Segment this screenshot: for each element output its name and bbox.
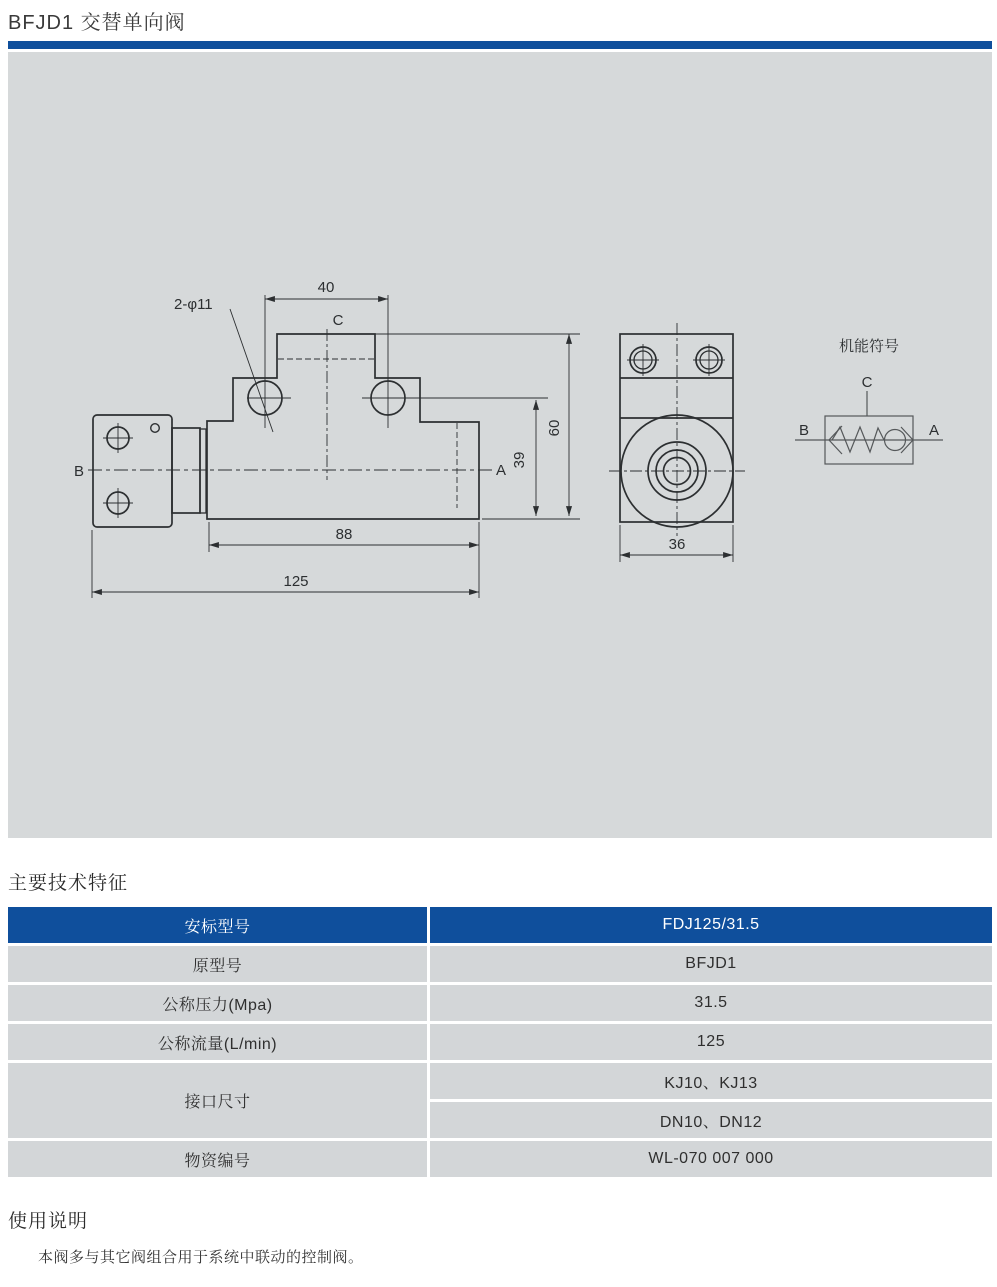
valve-drawing <box>8 52 992 838</box>
symbol-port-c: C <box>861 374 873 391</box>
side-view <box>620 334 733 527</box>
function-symbol-labels <box>799 338 939 439</box>
spec-port-value: DN10、DN12 <box>430 1102 992 1138</box>
spec-row-label: 公称流量(L/min) <box>8 1024 427 1060</box>
specs-heading: 主要技术特征 <box>8 873 129 894</box>
spec-header-label: 安标型号 <box>8 907 427 943</box>
specs-table <box>8 907 992 1177</box>
front-view-labels <box>74 279 563 590</box>
spec-row-label: 原型号 <box>8 946 427 982</box>
flange-outline <box>93 415 172 527</box>
function-symbol <box>795 391 943 464</box>
dim-125-label: 125 <box>283 573 309 590</box>
side-view-labels <box>669 536 686 553</box>
spec-port-value: KJ10、KJ13 <box>430 1063 992 1099</box>
connector-collar <box>200 429 206 513</box>
connector-neck <box>172 428 200 513</box>
dim-36-label: 36 <box>668 536 686 553</box>
hole-callout-label: 2-φ11 <box>174 296 213 313</box>
usage-text: 本阀多与其它阀组合用于系统中联动的控制阀。 <box>38 1249 364 1266</box>
port-c-label: C <box>332 312 344 329</box>
usage-heading: 使用说明 <box>8 1211 89 1232</box>
front-view-thin-lines <box>88 295 580 598</box>
small-hole <box>151 424 160 433</box>
symbol-port-a: A <box>928 422 940 439</box>
page-title: BFJD1 交替单向阀 <box>8 12 186 34</box>
symbol-title: 机能符号 <box>838 338 900 355</box>
spec-row-value: 31.5 <box>430 985 992 1021</box>
port-a-label: A <box>495 462 507 479</box>
dim-40-label: 40 <box>317 279 335 296</box>
spec-header-value: FDJ125/31.5 <box>430 907 992 943</box>
spec-row-label: 公称压力(Mpa) <box>8 985 427 1021</box>
dim-39-label: 39 <box>511 451 528 469</box>
spec-row-value: BFJD1 <box>430 946 992 982</box>
dim-88-label: 88 <box>335 526 353 543</box>
valve-body-outline <box>207 334 479 519</box>
symbol-port-b: B <box>798 422 810 439</box>
port-b-label: B <box>73 463 85 480</box>
spec-material-value: WL-070 007 000 <box>430 1141 992 1177</box>
spec-material-label: 物资编号 <box>8 1141 427 1177</box>
front-view <box>93 334 479 527</box>
spec-port-label: 接口尺寸 <box>8 1063 427 1138</box>
title-divider <box>8 41 992 49</box>
side-view-outline <box>620 334 733 522</box>
spec-row-value: 125 <box>430 1024 992 1060</box>
dim-60-label: 60 <box>546 419 563 437</box>
technical-drawing-panel <box>8 52 992 838</box>
